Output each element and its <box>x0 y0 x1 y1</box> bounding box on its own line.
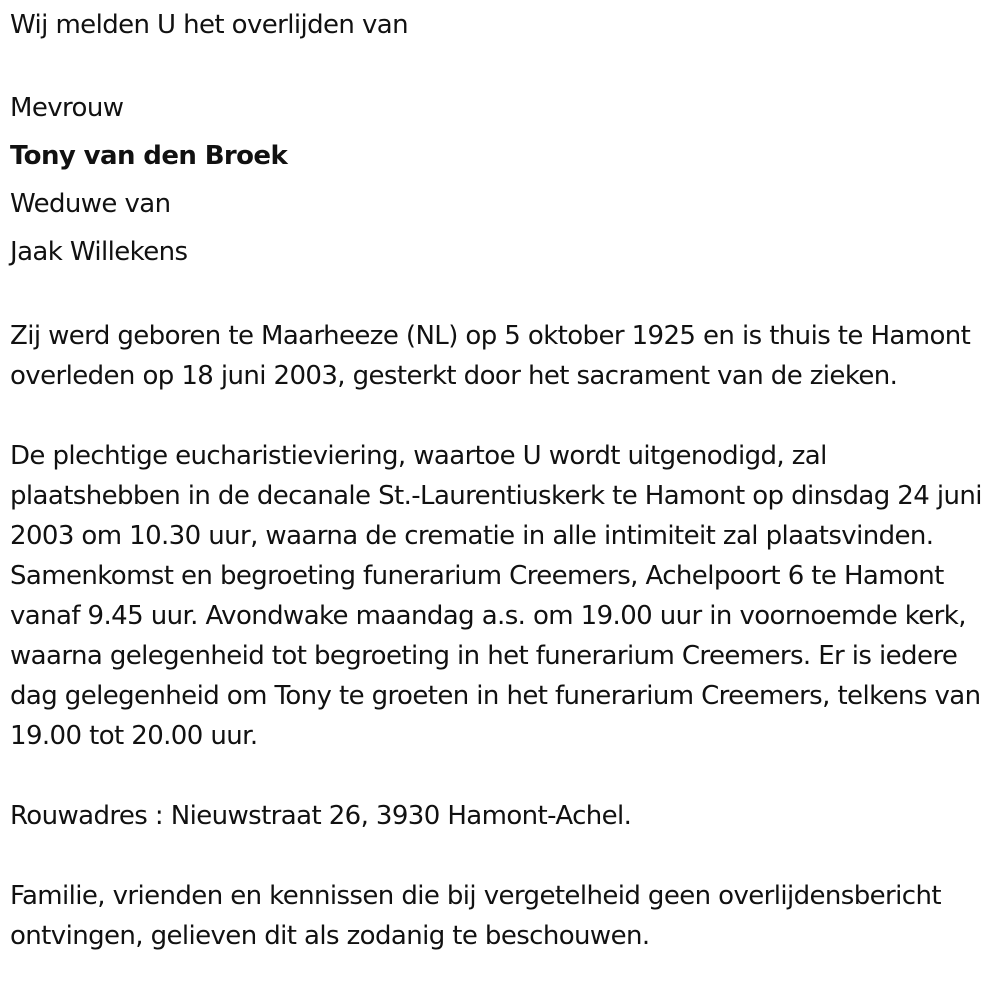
family-note-paragraph: Familie, vrienden en kennissen die bij vergetelheid geen overlijdensbericht ontvingen, gelieven dit als zodanig te beschouwen. <box>10 881 941 951</box>
birth-death-paragraph: Zij werd geboren te Maarheeze (NL) op 5 oktober 1925 en is thuis te Hamont overleden op 18 juni 2003, gesterkt door het sacrament van de zieken. <box>10 321 971 391</box>
deceased-name: Tony van den Broek <box>10 141 288 171</box>
salutation: Mevrouw <box>10 93 124 123</box>
spouse-name: Jaak Willekens <box>10 237 188 267</box>
intro-line: Wij melden U het overlijden van <box>10 10 408 40</box>
ceremony-paragraph: De plechtige eucharistieviering, waartoe U wordt uitgenodigd, zal plaatshebben in de decanale St.-Laurentiuskerk te Hamont op dinsdag 24 juni 2003 om 10.30 uur, waarna de crematie in alle intimiteit zal plaatsvinden. Samenkomst en begroeting funerarium Creemers, Achelpoort 6 te Hamont vanaf 9.45 uur. Avondwake maandag a.s. om 19.00 uur in voornoemde kerk, waarna gelegenheid tot begroeting in het funerarium Creemers. Er is iedere dag gelegenheid om Tony te groeten in het funerarium Creemers, telkens van 19.00 tot 20.00 uur. <box>10 441 982 751</box>
deceased-block <box>10 84 995 276</box>
mourning-address: Rouwadres : Nieuwstraat 26, 3930 Hamont-Achel. <box>10 801 632 831</box>
relation-label: Weduwe van <box>10 189 171 219</box>
death-notice <box>10 0 995 956</box>
